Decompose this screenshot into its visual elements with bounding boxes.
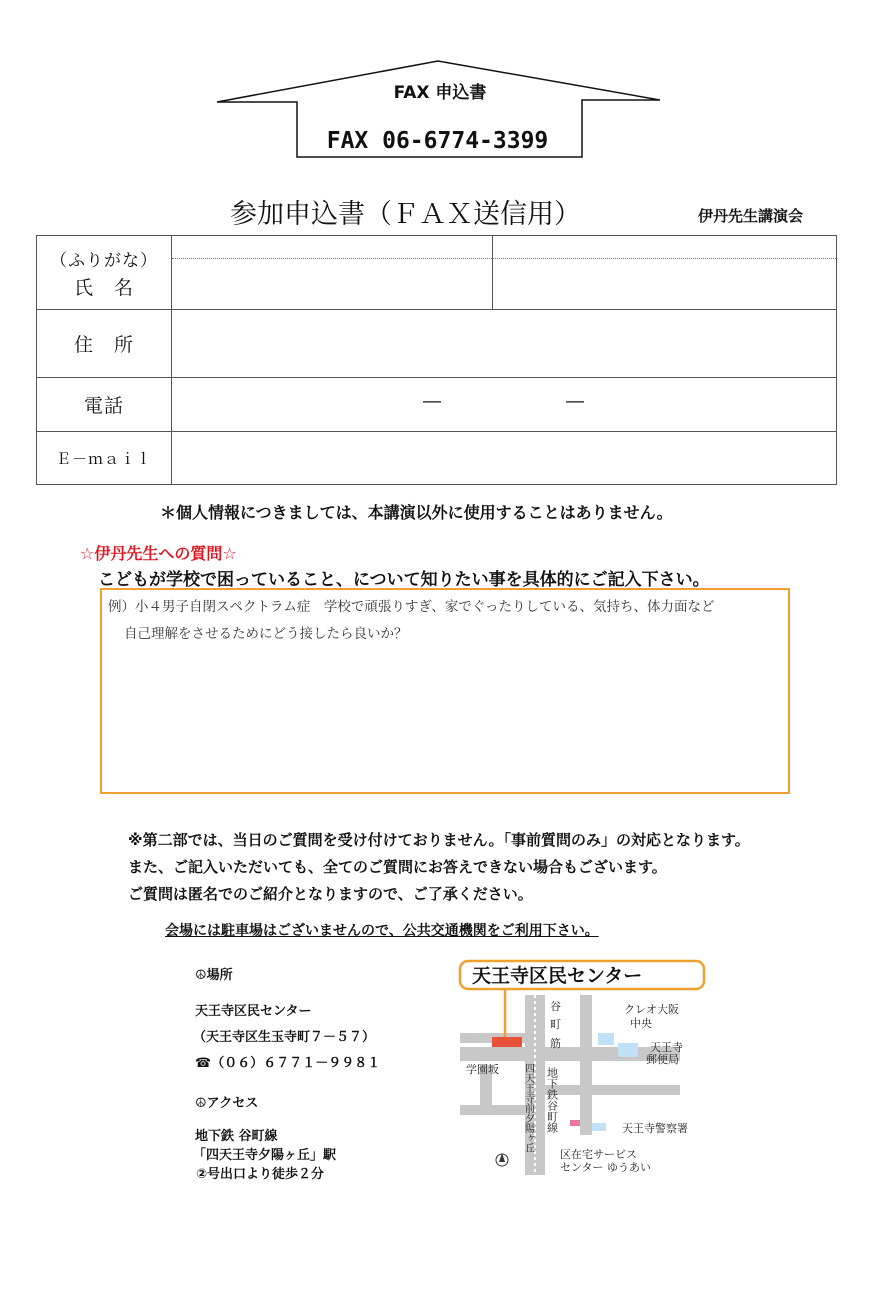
post-label-2: 郵便局: [646, 1053, 679, 1066]
station-vertical: 四天王寺前夕陽ヶ丘: [522, 1063, 534, 1153]
question-prompt: こどもが学校で困っていること、について知りたい事を具体的にご記入下さい。: [98, 570, 710, 590]
yuai-marker: [570, 1120, 580, 1126]
venue-marker: [492, 1037, 522, 1047]
access-station: 「四天王寺夕陽ヶ丘」駅: [193, 1148, 337, 1163]
post-office-marker: [618, 1043, 638, 1057]
phone-separator: ―: [566, 391, 584, 412]
creo-label-2: 中央: [630, 1017, 652, 1030]
venue-name: 天王寺区民センター: [195, 1004, 312, 1019]
name-field-1[interactable]: [172, 236, 493, 310]
question-textarea[interactable]: [100, 588, 790, 794]
phone-label: 電話: [37, 378, 172, 432]
street-tani-3: 筋: [550, 1037, 561, 1050]
gakuenzaka-label: 学園坂: [466, 1063, 499, 1076]
email-label: Ｅ－ｍａｉｌ: [37, 432, 172, 485]
place-heading: ☮場所: [195, 968, 233, 983]
email-field[interactable]: [172, 432, 837, 485]
name-label: 氏 名: [73, 276, 134, 299]
fax-title: FAX 申込書: [393, 83, 487, 103]
phone-separator: ―: [423, 391, 441, 412]
name-label-cell: [37, 236, 172, 310]
map-title: 天王寺区民センター: [472, 965, 643, 987]
police-marker: [592, 1123, 606, 1131]
phone-field[interactable]: [172, 378, 837, 432]
access-heading: ☮アクセス: [195, 1096, 259, 1111]
street-tani-2: 町: [550, 1018, 561, 1031]
privacy-note: ＊個人情報につきましては、本講演以外に使用することはありません。: [160, 503, 673, 522]
note-line-3: ご質問は匿名でのご紹介となりますので、ご了承ください。: [128, 885, 533, 903]
address-label: 住 所: [37, 310, 172, 378]
venue-phone: ☎（０６）６７７１－９９８１: [195, 1056, 381, 1071]
yuai-label-1: 区在宅サービス: [560, 1148, 637, 1161]
note-line-1: ※第二部では、当日のご質問を受け付けておりません。「事前質問のみ」の対応となります。: [128, 831, 750, 849]
page-title: 参加申込書（ＦＡＸ送信用）: [230, 199, 581, 230]
creo-label-1: クレオ大阪: [624, 1003, 679, 1016]
post-label-1: 天王寺: [650, 1041, 683, 1054]
street-tani-1: 谷: [550, 1000, 561, 1013]
furigana-label: （ふりがな）: [50, 250, 158, 271]
road-small-2: [460, 1105, 525, 1115]
name-field-2[interactable]: [493, 236, 837, 310]
access-line: 地下鉄 谷町線: [195, 1129, 278, 1144]
address-field[interactable]: [172, 310, 837, 378]
access-exit: ②号出口より徒歩２分: [196, 1167, 325, 1182]
road-east: [545, 1085, 680, 1095]
yuai-label-2: センター ゆうあい: [560, 1161, 652, 1174]
parking-note: 会場には駐車場はございませんので、公共交通機関をご利用下さい。: [165, 923, 599, 939]
note-line-2: また、ご記入いただいても、全てのご質問にお答えできない場合もございます。: [128, 858, 667, 876]
venue-map: [450, 955, 730, 1185]
organizer: 伊丹先生講演会: [698, 207, 804, 225]
question-heading: ☆伊丹先生への質問☆: [80, 544, 237, 563]
police-label: 天王寺警察署: [622, 1122, 688, 1135]
subway-vertical: 地下鉄谷町線: [545, 1067, 559, 1133]
creo-marker: [598, 1033, 614, 1045]
fax-number: FAX 06-6774-3399: [326, 128, 549, 154]
venue-address: （天王寺区生玉寺町７－５７）: [193, 1030, 376, 1045]
road-north-south: [580, 995, 592, 1135]
example-line-1: 例）小４男子自閉スペクトラム症 学校で頑張りすぎ、家でぐったりしている、気持ち、体力面など: [108, 599, 715, 615]
application-form: [36, 235, 837, 485]
example-line-2: 自己理解をさせるためにどう接したら良いか？: [124, 626, 408, 642]
